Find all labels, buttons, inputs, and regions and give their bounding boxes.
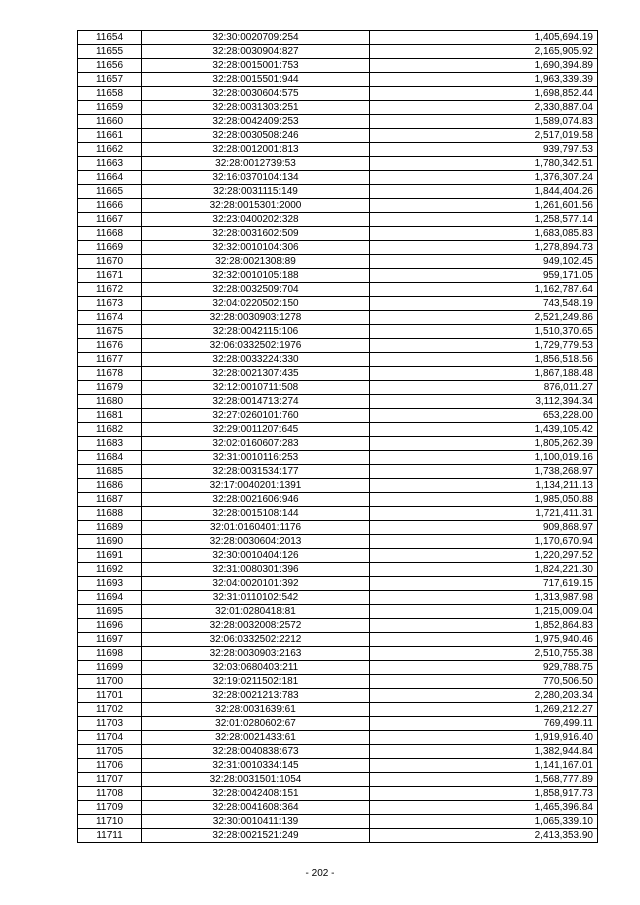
cadastral-number-cell: 32:30:0010411:139 [142, 815, 370, 829]
table-body [78, 31, 598, 843]
value-cell: 1,278,894.73 [370, 241, 598, 255]
table-row [78, 31, 598, 45]
table-row [78, 689, 598, 703]
value-cell: 939,797.53 [370, 143, 598, 157]
cadastral-number-cell: 32:28:0042115:106 [142, 325, 370, 339]
cadastral-number-cell: 32:28:0031534:177 [142, 465, 370, 479]
value-cell: 1,141,167.01 [370, 759, 598, 773]
row-number-cell: 11676 [78, 339, 142, 353]
table-row [78, 199, 598, 213]
row-number-cell: 11665 [78, 185, 142, 199]
table-row [78, 591, 598, 605]
value-cell: 717,619.15 [370, 577, 598, 591]
cadastral-number-cell: 32:28:0030904:827 [142, 45, 370, 59]
table-row [78, 451, 598, 465]
cadastral-number-cell: 32:28:0031501:1054 [142, 773, 370, 787]
table-row [78, 745, 598, 759]
row-number-cell: 11664 [78, 171, 142, 185]
cadastral-number-cell: 32:12:0010711:508 [142, 381, 370, 395]
cadastral-number-cell: 32:30:0010404:126 [142, 549, 370, 563]
cadastral-number-cell: 32:28:0040838:673 [142, 745, 370, 759]
row-number-cell: 11696 [78, 619, 142, 633]
cadastral-number-cell: 32:28:0041608:364 [142, 801, 370, 815]
value-cell: 876,011.27 [370, 381, 598, 395]
cadastral-number-cell: 32:23:0400202:328 [142, 213, 370, 227]
value-cell: 1,269,212.27 [370, 703, 598, 717]
row-number-cell: 11694 [78, 591, 142, 605]
table-row [78, 87, 598, 101]
table-row [78, 115, 598, 129]
value-cell: 1,134,211.13 [370, 479, 598, 493]
table-row [78, 129, 598, 143]
table-row [78, 241, 598, 255]
table-row [78, 143, 598, 157]
value-cell: 1,215,009.04 [370, 605, 598, 619]
row-number-cell: 11688 [78, 507, 142, 521]
cadastral-number-cell: 32:28:0030604:575 [142, 87, 370, 101]
table-row [78, 157, 598, 171]
value-cell: 1,405,694.19 [370, 31, 598, 45]
row-number-cell: 11700 [78, 675, 142, 689]
row-number-cell: 11666 [78, 199, 142, 213]
row-number-cell: 11662 [78, 143, 142, 157]
row-number-cell: 11686 [78, 479, 142, 493]
row-number-cell: 11671 [78, 269, 142, 283]
cadastral-number-cell: 32:31:0110102:542 [142, 591, 370, 605]
row-number-cell: 11707 [78, 773, 142, 787]
cadastral-number-cell: 32:01:0160401:1176 [142, 521, 370, 535]
row-number-cell: 11660 [78, 115, 142, 129]
table-row [78, 801, 598, 815]
value-cell: 1,780,342.51 [370, 157, 598, 171]
value-cell: 1,376,307.24 [370, 171, 598, 185]
value-cell: 1,170,670.94 [370, 535, 598, 549]
value-cell: 1,690,394.89 [370, 59, 598, 73]
value-cell: 1,510,370.65 [370, 325, 598, 339]
table-row [78, 605, 598, 619]
row-number-cell: 11708 [78, 787, 142, 801]
row-number-cell: 11701 [78, 689, 142, 703]
row-number-cell: 11661 [78, 129, 142, 143]
row-number-cell: 11681 [78, 409, 142, 423]
row-number-cell: 11655 [78, 45, 142, 59]
row-number-cell: 11672 [78, 283, 142, 297]
cadastral-number-cell: 32:28:0031115:149 [142, 185, 370, 199]
row-number-cell: 11687 [78, 493, 142, 507]
table-row [78, 185, 598, 199]
table-row [78, 829, 598, 843]
row-number-cell: 11678 [78, 367, 142, 381]
cadastral-number-cell: 32:28:0042409:253 [142, 115, 370, 129]
value-cell: 1,985,050.88 [370, 493, 598, 507]
value-cell: 1,220,297.52 [370, 549, 598, 563]
table-row [78, 381, 598, 395]
value-cell: 2,521,249.86 [370, 311, 598, 325]
cadastral-number-cell: 32:28:0021606:946 [142, 493, 370, 507]
value-cell: 1,382,944.84 [370, 745, 598, 759]
table-row [78, 353, 598, 367]
table-row [78, 73, 598, 87]
cadastral-number-cell: 32:32:0010105:188 [142, 269, 370, 283]
table-row [78, 521, 598, 535]
value-cell: 1,589,074.83 [370, 115, 598, 129]
row-number-cell: 11706 [78, 759, 142, 773]
cadastral-number-cell: 32:28:0021213:783 [142, 689, 370, 703]
table-row [78, 465, 598, 479]
cadastral-number-cell: 32:31:0010116:253 [142, 451, 370, 465]
cadastral-number-cell: 32:28:0031602:509 [142, 227, 370, 241]
value-cell: 959,171.05 [370, 269, 598, 283]
value-cell: 1,963,339.39 [370, 73, 598, 87]
page-number: - 202 - [305, 868, 335, 879]
value-cell: 909,868.97 [370, 521, 598, 535]
cadastral-number-cell: 32:28:0031303:251 [142, 101, 370, 115]
row-number-cell: 11691 [78, 549, 142, 563]
table-row [78, 367, 598, 381]
cadastral-number-cell: 32:28:0033224:330 [142, 353, 370, 367]
cadastral-number-cell: 32:28:0012001:813 [142, 143, 370, 157]
cadastral-number-cell: 32:28:0030604:2013 [142, 535, 370, 549]
value-cell: 949,102.45 [370, 255, 598, 269]
value-cell: 1,683,085.83 [370, 227, 598, 241]
row-number-cell: 11659 [78, 101, 142, 115]
row-number-cell: 11670 [78, 255, 142, 269]
table-row [78, 703, 598, 717]
table-row [78, 549, 598, 563]
value-cell: 3,112,394.34 [370, 395, 598, 409]
table-row [78, 507, 598, 521]
cadastral-number-cell: 32:01:0280418:81 [142, 605, 370, 619]
row-number-cell: 11703 [78, 717, 142, 731]
value-cell: 1,852,864.83 [370, 619, 598, 633]
value-cell: 2,330,887.04 [370, 101, 598, 115]
row-number-cell: 11669 [78, 241, 142, 255]
table-row [78, 675, 598, 689]
value-cell: 1,465,396.84 [370, 801, 598, 815]
value-cell: 770,506.50 [370, 675, 598, 689]
cadastral-number-cell: 32:31:0010334:145 [142, 759, 370, 773]
value-cell: 2,413,353.90 [370, 829, 598, 843]
cadastral-number-cell: 32:02:0160607:283 [142, 437, 370, 451]
cadastral-number-cell: 32:06:0332502:2212 [142, 633, 370, 647]
row-number-cell: 11679 [78, 381, 142, 395]
row-number-cell: 11689 [78, 521, 142, 535]
cadastral-number-cell: 32:31:0080301:396 [142, 563, 370, 577]
cadastral-number-cell: 32:17:0040201:1391 [142, 479, 370, 493]
value-cell: 1,313,987.98 [370, 591, 598, 605]
value-cell: 1,975,940.46 [370, 633, 598, 647]
row-number-cell: 11654 [78, 31, 142, 45]
value-cell: 1,856,518.56 [370, 353, 598, 367]
table-row [78, 311, 598, 325]
table-row [78, 59, 598, 73]
table-row [78, 101, 598, 115]
row-number-cell: 11693 [78, 577, 142, 591]
cadastral-number-cell: 32:28:0015301:2000 [142, 199, 370, 213]
cadastral-number-cell: 32:29:0011207:645 [142, 423, 370, 437]
value-cell: 2,517,019.58 [370, 129, 598, 143]
table-row [78, 437, 598, 451]
table-row [78, 45, 598, 59]
cadastral-number-cell: 32:01:0280602:67 [142, 717, 370, 731]
value-cell: 1,258,577.14 [370, 213, 598, 227]
value-cell: 1,738,268.97 [370, 465, 598, 479]
value-cell: 1,824,221.30 [370, 563, 598, 577]
value-cell: 1,729,779.53 [370, 339, 598, 353]
row-number-cell: 11710 [78, 815, 142, 829]
value-cell: 769,499.11 [370, 717, 598, 731]
cadastral-number-cell: 32:32:0010104:306 [142, 241, 370, 255]
table-row [78, 647, 598, 661]
row-number-cell: 11673 [78, 297, 142, 311]
row-number-cell: 11682 [78, 423, 142, 437]
value-cell: 743,548.19 [370, 297, 598, 311]
table-row [78, 619, 598, 633]
row-number-cell: 11702 [78, 703, 142, 717]
value-cell: 1,805,262.39 [370, 437, 598, 451]
cadastral-number-cell: 32:28:0030903:1278 [142, 311, 370, 325]
cadastral-number-cell: 32:28:0030903:2163 [142, 647, 370, 661]
value-cell: 2,280,203.34 [370, 689, 598, 703]
cadastral-number-cell: 32:03:0680403:211 [142, 661, 370, 675]
value-cell: 1,439,105.42 [370, 423, 598, 437]
value-cell: 653,228.00 [370, 409, 598, 423]
cadastral-number-cell: 32:28:0021307:435 [142, 367, 370, 381]
cadastral-number-cell: 32:16:0370104:134 [142, 171, 370, 185]
row-number-cell: 11709 [78, 801, 142, 815]
cadastral-number-cell: 32:28:0031639:61 [142, 703, 370, 717]
table-row [78, 717, 598, 731]
row-number-cell: 11656 [78, 59, 142, 73]
cadastral-number-cell: 32:06:0332502:1976 [142, 339, 370, 353]
row-number-cell: 11667 [78, 213, 142, 227]
table-row [78, 395, 598, 409]
cadastral-number-cell: 32:28:0012739:53 [142, 157, 370, 171]
table-row [78, 577, 598, 591]
value-cell: 1,065,339.10 [370, 815, 598, 829]
value-cell: 1,261,601.56 [370, 199, 598, 213]
row-number-cell: 11658 [78, 87, 142, 101]
row-number-cell: 11680 [78, 395, 142, 409]
cadastral-number-cell: 32:28:0021433:61 [142, 731, 370, 745]
table-row [78, 493, 598, 507]
row-number-cell: 11692 [78, 563, 142, 577]
table-row [78, 227, 598, 241]
cadastral-number-cell: 32:04:0020101:392 [142, 577, 370, 591]
row-number-cell: 11657 [78, 73, 142, 87]
value-cell: 1,919,916.40 [370, 731, 598, 745]
cadastral-number-cell: 32:28:0014713:274 [142, 395, 370, 409]
table-row [78, 283, 598, 297]
table-row [78, 479, 598, 493]
cadastral-number-cell: 32:28:0015001:753 [142, 59, 370, 73]
value-cell: 2,510,755.38 [370, 647, 598, 661]
row-number-cell: 11677 [78, 353, 142, 367]
row-number-cell: 11683 [78, 437, 142, 451]
cadastral-number-cell: 32:28:0021308:89 [142, 255, 370, 269]
value-cell: 2,165,905.92 [370, 45, 598, 59]
row-number-cell: 11684 [78, 451, 142, 465]
value-cell: 1,568,777.89 [370, 773, 598, 787]
table-row [78, 661, 598, 675]
row-number-cell: 11699 [78, 661, 142, 675]
table-row [78, 171, 598, 185]
cadastral-number-cell: 32:28:0021521:249 [142, 829, 370, 843]
table-row [78, 731, 598, 745]
row-number-cell: 11695 [78, 605, 142, 619]
value-cell: 1,698,852.44 [370, 87, 598, 101]
table-row [78, 633, 598, 647]
value-cell: 1,100,019.16 [370, 451, 598, 465]
table-row [78, 255, 598, 269]
table-row [78, 759, 598, 773]
row-number-cell: 11675 [78, 325, 142, 339]
data-table [77, 30, 598, 843]
cadastral-number-cell: 32:30:0020709:254 [142, 31, 370, 45]
table-row [78, 563, 598, 577]
value-cell: 1,844,404.26 [370, 185, 598, 199]
cadastral-number-cell: 32:27:0260101:760 [142, 409, 370, 423]
value-cell: 1,858,917.73 [370, 787, 598, 801]
table-row [78, 787, 598, 801]
cadastral-number-cell: 32:28:0032509:704 [142, 283, 370, 297]
table-row [78, 815, 598, 829]
cadastral-number-cell: 32:04:0220502:150 [142, 297, 370, 311]
cadastral-number-cell: 32:28:0032008:2572 [142, 619, 370, 633]
row-number-cell: 11690 [78, 535, 142, 549]
table-row [78, 325, 598, 339]
table-row [78, 297, 598, 311]
value-cell: 1,867,188.48 [370, 367, 598, 381]
table-row [78, 773, 598, 787]
cadastral-number-cell: 32:28:0042408:151 [142, 787, 370, 801]
cadastral-number-cell: 32:19:0211502:181 [142, 675, 370, 689]
row-number-cell: 11663 [78, 157, 142, 171]
row-number-cell: 11711 [78, 829, 142, 843]
row-number-cell: 11698 [78, 647, 142, 661]
cadastral-number-cell: 32:28:0015108:144 [142, 507, 370, 521]
row-number-cell: 11704 [78, 731, 142, 745]
row-number-cell: 11674 [78, 311, 142, 325]
value-cell: 929,788.75 [370, 661, 598, 675]
table-row [78, 423, 598, 437]
cadastral-number-cell: 32:28:0030508:246 [142, 129, 370, 143]
row-number-cell: 11668 [78, 227, 142, 241]
cadastral-number-cell: 32:28:0015501:944 [142, 73, 370, 87]
table-row [78, 339, 598, 353]
table-row [78, 213, 598, 227]
table-row [78, 535, 598, 549]
table-row [78, 269, 598, 283]
value-cell: 1,162,787.64 [370, 283, 598, 297]
row-number-cell: 11685 [78, 465, 142, 479]
row-number-cell: 11697 [78, 633, 142, 647]
value-cell: 1,721,411.31 [370, 507, 598, 521]
table-row [78, 409, 598, 423]
row-number-cell: 11705 [78, 745, 142, 759]
